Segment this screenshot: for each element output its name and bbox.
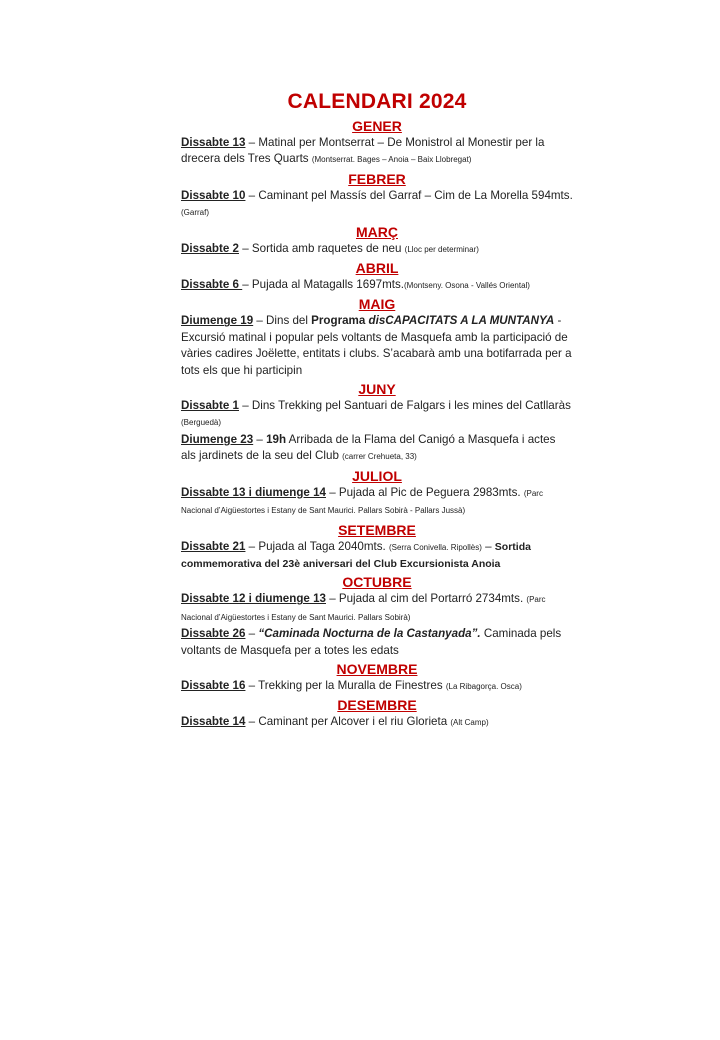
event-description: Arribada de la Flama del Canigó a Masquefa i actes als jardinets de la seu del Club <box>181 432 556 463</box>
event-location: (Garraf) <box>181 208 209 218</box>
event-desembre-14 <box>181 714 573 731</box>
month-heading-marc: MARÇ <box>356 223 398 240</box>
event-day: Dissabte 14 <box>181 715 246 729</box>
event-day: Dissabte 13 i diumenge 14 <box>181 485 326 499</box>
event-gener-13 <box>181 135 573 169</box>
event-juny-23 <box>181 432 573 466</box>
event-text: – <box>253 432 267 446</box>
event-juliol-13-14 <box>181 485 573 520</box>
event-text: – Pujada al Taga 2040mts. <box>245 539 389 553</box>
event-text: – Pujada al Pic de Peguera 2983mts. <box>325 485 524 499</box>
event-location: (Parc Nacional d’Aigüestortes i Estany de Sant Maurici. Pallars Sobirà - Pallars Jussà) <box>181 488 543 516</box>
event-octubre-26 <box>181 626 573 659</box>
event-day: Dissabte 26 <box>181 627 246 641</box>
event-day: Diumenge 19 <box>181 314 254 328</box>
event-location: (La Ribagorça. Osca) <box>445 681 522 691</box>
event-description: Caminada pels voltants de Masquefa per a totes les edats <box>181 627 562 657</box>
month-heading-desembre: DESEMBRE <box>337 697 417 714</box>
event-day: Dissabte 12 i diumenge 13 <box>181 592 326 606</box>
event-text: – Caminant pel Massís del Garraf – Cim de La Morella 594mts. <box>245 188 573 202</box>
event-text: – Caminant per Alcover i el riu Glorieta <box>245 715 451 729</box>
event-commemoration: Sortida commemorativa del 23è aniversari del Club Excursionista Anoia <box>181 540 531 570</box>
event-location: (Montseny. Osona - Vallés Oriental) <box>403 281 530 291</box>
event-location: (Alt Camp) <box>450 718 489 728</box>
event-day: Dissabte 2 <box>181 241 239 255</box>
event-juny-1 <box>181 398 573 432</box>
event-day: Diumenge 23 <box>181 432 254 446</box>
event-text: – Dins del <box>253 314 312 328</box>
event-location: (Parc Nacional d’Aigüestortes i Estany de Sant Maurici. Pallars Sobirà) <box>181 595 546 622</box>
event-text: – Matinal per Montserrat – De Monistrol al Monestir per la drecera dels Tres Quarts <box>181 136 545 166</box>
event-day: Dissabte 1 <box>181 399 239 413</box>
event-location: (carrer Crehueta, 33) <box>342 452 417 462</box>
event-text: – Pujada al Matagalls 1697mts. <box>242 278 404 292</box>
event-text: – Pujada al cim del Portarró 2734mts. <box>325 592 527 606</box>
month-heading-novembre: NOVEMBRE <box>336 660 418 677</box>
event-setembre-21 <box>181 539 573 573</box>
month-heading-juliol: JULIOL <box>352 467 402 484</box>
month-heading-febrer: FEBRER <box>348 170 406 187</box>
event-text: – Dins Trekking pel Santuari de Falgars i les mines del Catllaràs <box>239 399 571 413</box>
event-text: – Trekking per la Muralla de Finestres <box>245 678 446 692</box>
event-day: Dissabte 21 <box>181 539 246 553</box>
month-heading-maig: MAIG <box>358 296 396 313</box>
event-febrer-10 <box>181 188 573 222</box>
event-location: (Berguedà) <box>181 418 222 428</box>
event-maig-19 <box>181 313 573 379</box>
month-heading-octubre: OCTUBRE <box>342 574 412 591</box>
event-location: (Montserrat. Bages – Anoia – Baix Llobregat) <box>311 155 472 165</box>
event-octubre-12-13 <box>181 591 573 626</box>
event-time: 19h <box>266 432 287 446</box>
month-heading-juny: JUNY <box>358 381 396 398</box>
month-heading-gener: GENER <box>352 118 402 134</box>
event-location: (Serra Conivella. Ripollès) <box>388 542 482 552</box>
event-separator: – <box>481 539 495 553</box>
event-novembre-16 <box>181 678 573 695</box>
event-program-label: Programa <box>311 314 369 328</box>
event-day: Dissabte 16 <box>181 678 246 692</box>
event-marc-2 <box>181 241 573 258</box>
month-heading-setembre: SETEMBRE <box>338 521 416 538</box>
event-abril-6 <box>181 277 573 294</box>
event-text: – <box>245 627 259 641</box>
event-description: - Excursió matinal i popular pels voltants de Masquefa amb la participació de vàries cadires Joëlette, entitats i clubs. S’acabarà amb una botifarrada per a tots els que hi participin <box>181 314 572 377</box>
event-program-name: disCAPACITATS A LA MUNTANYA <box>368 314 555 328</box>
page-title: CALENDARI 2024 <box>287 90 467 113</box>
calendar-page <box>181 88 573 732</box>
event-name: “Caminada Nocturna de la Castanyada”. <box>258 627 481 641</box>
event-location: (Lloc per determinar) <box>404 244 479 254</box>
event-day: Dissabte 13 <box>181 136 246 149</box>
event-day: Dissabte 10 <box>181 188 246 202</box>
event-day: Dissabte 6 <box>181 278 243 292</box>
event-text: – Sortida amb raquetes de neu <box>239 241 405 255</box>
month-heading-abril: ABRIL <box>355 260 399 277</box>
